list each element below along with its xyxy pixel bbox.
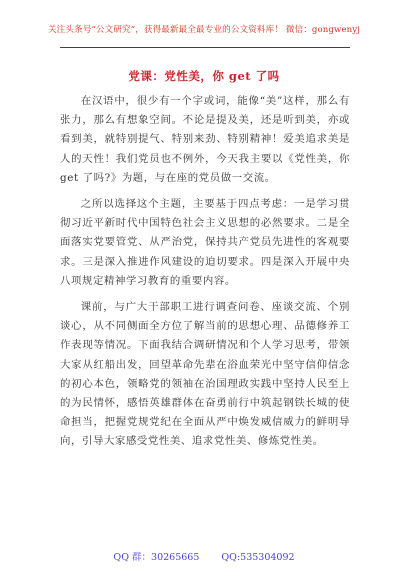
document-title: 党课：党性美，你 get 了吗 (128, 69, 280, 83)
footer-contacts (0, 549, 408, 563)
header-note: 关注头条号“公文研究”，获得最新最全最专业的公文资料库！ 微信：gongwenyj (47, 25, 361, 35)
paragraph-reasons: 之所以选择这个主题，主要基于四点考虑：一是学习贯彻习近平新时代中国特色社会主义思想的必然要求。二是全面落实党要管党、从严治党，保持共产党员先进性的客观要求。三是深入推进作风建设的迫切要求。四是深入开展中央八项规定精神学习教育的重要内容。 (60, 198, 350, 287)
footer-qq-group: QQ 群：30265665 (113, 552, 200, 563)
header-divider (60, 47, 350, 48)
paragraph-research: 课前，与广大干部职工进行调查问卷、座谈交流、个别谈心，从不同侧面全方位了解当前的思想心理、品德修养工作表现等情况。下面我结合调研情况和个人学习思考，带领大家从红船出发，回望革命先辈在浴血荣光中坚守信仰信念的初心本色，领略党的领袖在治国理政实践中坚持人民至上的为民情怀，感悟英雄群体在奋勇前行中筑起钢铁长城的使命担当，把握党规党纪在全面从严中焕发威信威力的鲜明导向，引导大家感受党性美、追求党性美、修炼党性美。 (60, 301, 350, 448)
paragraph-intro: 在汉语中，很少有一个字或词，能像“美”这样，那么有张力，那么有想象空间。不论是提及美，还是听到美，亦或看到美，就特别提气、特别来劲、特别精神！爱美追求美是人的天性！我们党员也不例外，今天我主要以《党性美，你 get 了吗?》为题，与在座的党员做一交流。 (60, 95, 350, 184)
footer-qq-number: QQ:535304092 (221, 552, 295, 563)
document-body (60, 92, 350, 452)
